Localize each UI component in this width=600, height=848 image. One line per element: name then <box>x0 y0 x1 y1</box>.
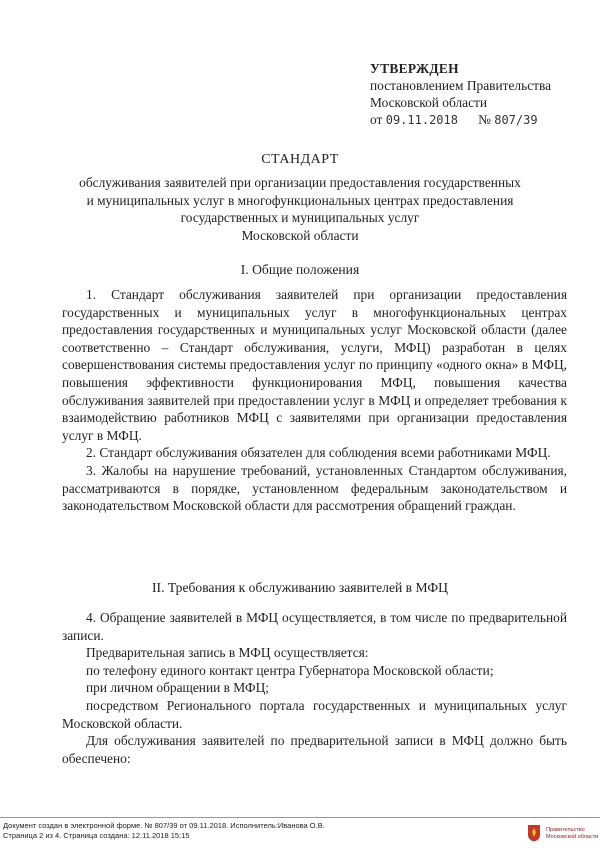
paragraph: 4. Обращение заявителей в МФЦ осуществляется, в том числе по предварительной записи. <box>62 610 567 643</box>
section-1-body <box>62 286 567 515</box>
government-label: Правительство Московской области <box>546 827 599 840</box>
footer-line-1: Документ создан в электронной форме. № 807/39 от 09.11.2018. Исполнитель:Иванова О.В. <box>3 821 325 830</box>
number-sign: № <box>478 112 491 127</box>
approval-number: 807/39 <box>494 113 538 127</box>
subtitle-line: обслуживания заявителей при организации предоставления государственных <box>79 175 521 190</box>
subtitle-line: и муниципальных услуг в многофункциональных центрах предоставления <box>86 192 514 208</box>
paragraph: 3. Жалобы на нарушение требований, установленных Стандартом обслуживания, рассматриваются в порядке, установленном федеральным законодательством и законодательством Московской области для рассмотрения обращений граждан. <box>62 462 567 514</box>
date-prefix: от <box>370 112 383 127</box>
section-2-heading: II. Требования к обслуживанию заявителей в МФЦ <box>152 580 448 595</box>
paragraph: по телефону единого контакт центра Губернатора Московской области; <box>86 662 494 678</box>
paragraph: 1. Стандарт обслуживания заявителей при организации предоставления государственных и муниципальных услуг в многофункциональных центрах предоставления государственных и муниципальных услуг Московской области (далее соответственно – Стандарт обслуживания, услуги, МФЦ) разработан в целях совершенствования системы предоставления услуг по принципу «одного окна» в МФЦ, повышения эффективности функционирования МФЦ, повышения качества обслуживания заявителей при предоставлении услуг в МФЦ и определяет требования к взаимодействию работников МФЦ с заявителями при организации предоставления услуг в МФЦ. <box>62 287 567 443</box>
subtitle-line: Московской области <box>241 227 359 243</box>
footer-line-2: Страница 2 из 4. Страница создана: 12.11.2018 15:15 <box>3 831 190 840</box>
standard-title: СТАНДАРТ <box>261 152 339 167</box>
approval-line-2: Московской области <box>370 95 488 110</box>
footer <box>0 817 600 848</box>
paragraph: 2. Стандарт обслуживания обязателен для соблюдения всеми работниками МФЦ. <box>86 445 551 461</box>
approval-line-1: постановлением Правительства <box>370 78 552 93</box>
standard-subtitle <box>0 174 600 244</box>
approval-block <box>370 60 551 129</box>
paragraph: Предварительная запись в МФЦ осуществляется: <box>86 645 369 661</box>
paragraph: посредством Регионального портала государственных и муниципальных услуг Московской области. <box>62 697 567 731</box>
coat-of-arms-icon <box>527 824 541 842</box>
approval-date-line <box>370 111 551 129</box>
paragraph: Для обслуживания заявителей по предварительной записи в МФЦ должно быть обеспечено: <box>62 733 567 766</box>
section-2-body <box>62 609 567 767</box>
footer-text <box>3 821 325 841</box>
approval-date: 09.11.2018 <box>385 113 458 127</box>
paragraph: при личном обращении в МФЦ; <box>86 680 270 696</box>
subtitle-line: государственных и муниципальных услуг <box>180 210 420 225</box>
section-1-heading: I. Общие положения <box>240 262 360 277</box>
approval-title: УТВЕРЖДЕН <box>370 61 459 76</box>
